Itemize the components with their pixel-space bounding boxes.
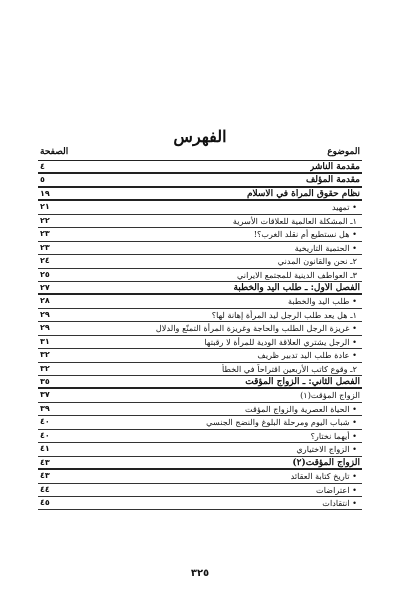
toc-entry-page: ٤٥ <box>40 497 50 507</box>
page-title: الفهرس <box>173 127 227 146</box>
toc-entry-title: • الحياة العصرية والزواج المؤقت <box>245 403 357 414</box>
toc-entry-page: ١٩ <box>40 188 50 198</box>
toc-entry-page: ٢٨ <box>40 296 50 306</box>
toc-entry-title: ١ـ هل يعد طلب الرجل ليد المرأة إهانة لها؟ <box>211 309 357 320</box>
toc-entry-title: ٢ـ وقوع كاتب الأربعين اقتراحاً في الخطأ <box>222 363 357 374</box>
toc-entry-title: الزواج المؤقت(٢) <box>292 457 360 468</box>
toc-entry-title: مقدمة الناشر <box>309 162 360 172</box>
toc-entry-title: • الرجل يشتري العلاقة الودية للمرأة لا رقبتها <box>204 336 357 347</box>
toc-entry-page: ٤ <box>40 162 45 171</box>
toc-entry <box>38 228 362 241</box>
toc-entry-title: الزواج المؤقت(١) <box>300 390 360 401</box>
toc-rows <box>38 161 362 510</box>
toc-entry <box>38 255 362 268</box>
toc-entry <box>38 242 362 255</box>
toc-entry <box>38 269 362 282</box>
toc-entry-page: ٢٢ <box>40 215 50 225</box>
toc-entry <box>38 349 362 362</box>
toc-entry <box>38 363 362 376</box>
toc-entry <box>38 497 362 510</box>
toc-entry <box>38 295 362 308</box>
toc-entry-page: ٤٤ <box>40 484 50 494</box>
toc-entry-title: • الحتمية التاريخية <box>294 242 357 253</box>
toc-entry <box>38 457 362 470</box>
toc-entry-title: • طلب اليد والخطبة <box>287 296 357 307</box>
toc-entry-title: ٢ـ نحن والقانون المدني <box>277 256 357 267</box>
toc-entry-title: • أيهما نختار؟ <box>310 430 357 441</box>
toc-entry-title: • انتقادات <box>322 497 357 508</box>
toc-entry-page: ٢٧ <box>40 282 50 292</box>
page-number: ٣٢٥ <box>190 568 210 579</box>
toc-entry-page: ٢٩ <box>40 309 50 319</box>
toc-entry-page: ٣٧ <box>40 390 50 400</box>
toc-entry <box>38 282 362 295</box>
toc-entry-title: • عادة طلب اليد تدبير ظريف <box>257 350 357 361</box>
toc-entry <box>38 470 362 483</box>
toc-entry <box>38 430 362 443</box>
table-of-contents <box>38 146 362 510</box>
toc-entry-page: ٥ <box>40 175 45 185</box>
toc-entry-title: • شباب اليوم ومرحلة البلوغ والنضج الجنسي <box>206 417 357 428</box>
toc-entry <box>38 201 362 214</box>
column-header-page: الصفحة <box>40 147 69 157</box>
toc-entry-title: الفصل الأول: ـ طلب اليد والخطبة <box>233 282 360 293</box>
toc-entry-page: ٢٩ <box>40 323 50 333</box>
toc-entry-page: ٢١ <box>40 202 50 212</box>
toc-entry-page: ٢٣ <box>40 229 50 239</box>
toc-header-row <box>38 146 362 159</box>
toc-entry <box>38 376 362 389</box>
toc-entry-title: • تاريخ كتابة العقائد <box>290 471 357 482</box>
toc-entry <box>38 484 362 497</box>
toc-entry-page: ٣٥ <box>40 377 50 386</box>
toc-entry-page: ٤٠ <box>40 430 50 440</box>
toc-entry-page: ٤٠ <box>40 417 50 427</box>
toc-entry <box>38 403 362 416</box>
toc-entry-title: • الزواج الاختياري <box>296 444 357 455</box>
toc-entry-title: الفصل الثاني: ـ الزواج المؤقت <box>245 377 360 387</box>
toc-entry-title: مقدمة المؤلف <box>305 175 360 186</box>
toc-entry <box>38 188 362 201</box>
toc-entry-page: ٣٢ <box>40 363 50 373</box>
toc-entry-page: ٣٢ <box>40 350 50 360</box>
toc-entry-page: ٤٣ <box>40 471 50 481</box>
toc-entry-title: نظام حقوق المرأة في الاسلام <box>246 188 360 199</box>
toc-entry <box>38 161 362 174</box>
toc-entry-title: • هل نستطيع أم نقلد الغرب؟! <box>253 229 357 240</box>
toc-entry <box>38 443 362 456</box>
toc-entry <box>38 322 362 335</box>
column-header-topic: الموضوع <box>327 147 360 157</box>
toc-entry-page: ٢٥ <box>40 269 50 279</box>
toc-entry <box>38 174 362 187</box>
toc-entry-page: ٣١ <box>40 336 50 346</box>
toc-entry <box>38 309 362 322</box>
toc-entry-page: ٣٩ <box>40 403 50 413</box>
toc-entry-title: ٣ـ العواطف الدينية للمجتمع الايراني <box>236 269 357 280</box>
toc-entry-page: ٤٣ <box>40 457 50 467</box>
toc-entry-page: ٢٤ <box>40 256 50 266</box>
toc-entry-title: • اعتراضات <box>315 484 357 495</box>
toc-entry <box>38 336 362 349</box>
toc-entry-title: • تمهيد <box>332 202 357 213</box>
toc-entry-title: ١ـ المشكلة العالمية للعلاقات الأسرية <box>232 215 357 226</box>
toc-entry-title: • غريزة الرجل الطلب والحاجة وغريزة المرأة التمنّع والدلال <box>155 323 357 334</box>
toc-entry <box>38 215 362 228</box>
toc-entry-page: ٢٣ <box>40 242 50 252</box>
toc-entry <box>38 389 362 402</box>
toc-entry-page: ٤١ <box>40 444 50 454</box>
toc-entry <box>38 416 362 429</box>
